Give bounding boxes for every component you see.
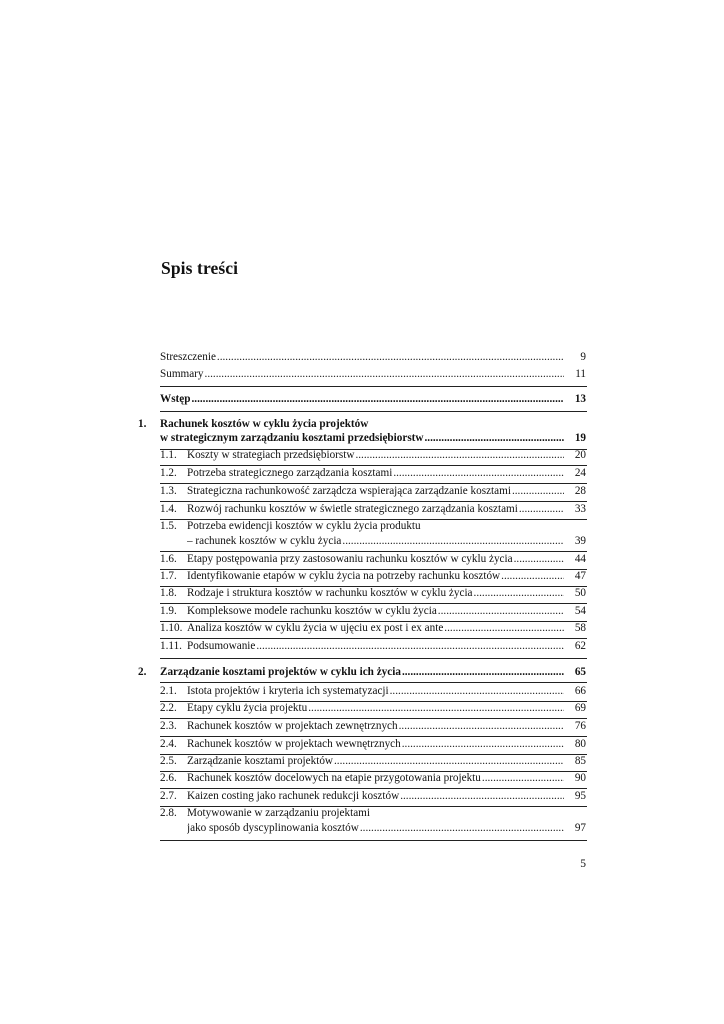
toc-entry-page: 65 [574, 666, 586, 678]
toc-section-1-7[interactable] [0, 570, 724, 584]
toc-section-2-1[interactable] [0, 685, 724, 699]
section-page: 85 [574, 755, 586, 767]
section-number: 1.1. [160, 449, 177, 461]
section-page: 54 [574, 605, 586, 617]
section-page: 66 [574, 685, 586, 697]
dot-leader [501, 570, 564, 583]
dot-leader [519, 503, 564, 516]
separator-line [160, 483, 587, 484]
section-title: Rachunek kosztów w projektach zewnętrznych [187, 720, 398, 732]
separator-line [160, 501, 587, 502]
toc-section-1-5-cont[interactable] [0, 535, 724, 549]
toc-entry-abstract[interactable] [0, 351, 724, 365]
section-page: 39 [574, 535, 586, 547]
dot-leader [393, 467, 564, 480]
section-page: 50 [574, 587, 586, 599]
toc-entry-page: 9 [580, 351, 586, 363]
section-number: 2.5. [160, 755, 177, 767]
section-page: 28 [574, 485, 586, 497]
toc-section-1-11[interactable] [0, 640, 724, 654]
separator-line [160, 658, 587, 659]
section-title: Etapy postępowania przy zastosowaniu rachunku kosztów w cyklu życia [187, 553, 513, 565]
section-title: Rachunek kosztów w projektach wewnętrznych [187, 738, 401, 750]
dot-leader [424, 432, 564, 445]
toc-section-2-3[interactable] [0, 720, 724, 734]
dot-leader [217, 351, 564, 364]
toc-section-1-9[interactable] [0, 605, 724, 619]
section-number: 1.3. [160, 485, 177, 497]
toc-section-1-4[interactable] [0, 503, 724, 517]
section-title: Rozwój rachunku kosztów w świetle strategicznego zarządzania kosztami [187, 503, 518, 515]
separator-line [160, 718, 587, 719]
toc-entry-title: Wstęp [160, 393, 191, 405]
section-number: 1.11. [160, 640, 182, 652]
dot-leader [308, 702, 564, 715]
separator-line [160, 551, 587, 552]
section-number: 1.9. [160, 605, 177, 617]
section-number: 2.6. [160, 772, 177, 784]
section-title: Etapy cyklu życia projektu [187, 702, 308, 714]
section-title: Potrzeba strategicznego zarządzania kosztami [187, 467, 393, 479]
dot-leader [512, 485, 564, 498]
toc-chapter-2[interactable] [0, 666, 724, 680]
section-title: Zarządzanie kosztami projektów [187, 755, 333, 767]
section-title: Strategiczna rachunkowość zarządcza wspierająca zarządzanie kosztami [187, 485, 511, 497]
section-page: 62 [574, 640, 586, 652]
section-number: 2.7. [160, 790, 177, 802]
section-number: 1.7. [160, 570, 177, 582]
section-number: 2.4. [160, 738, 177, 750]
section-number: 1.10. [160, 622, 183, 634]
toc-section-1-6[interactable] [0, 553, 724, 567]
section-page: 76 [574, 720, 586, 732]
separator-line [160, 465, 587, 466]
chapter-title-line-2: w strategicznym zarządzaniu kosztami przedsiębiorstw [160, 432, 424, 444]
dot-leader [402, 738, 564, 751]
section-number: 2.3. [160, 720, 177, 732]
dot-leader [482, 772, 564, 785]
dot-leader [342, 535, 564, 548]
toc-chapter-1[interactable] [0, 418, 724, 432]
section-number: 2.2. [160, 702, 177, 714]
separator-line [160, 840, 587, 841]
chapter-title-line-1: Rachunek kosztów w cyklu życia projektów [160, 418, 369, 430]
section-page: 33 [574, 503, 586, 515]
separator-line [160, 603, 587, 604]
section-title: Rodzaje i struktura kosztów w rachunku kosztów w cyklu życia [187, 587, 473, 599]
section-title: Istota projektów i kryteria ich systematyzacji [187, 685, 389, 697]
section-page: 20 [574, 449, 586, 461]
dot-leader [334, 755, 564, 768]
toc-section-2-2[interactable] [0, 702, 724, 716]
section-title: Podsumowanie [187, 640, 256, 652]
section-title: – rachunek kosztów w cyklu życia [187, 535, 342, 547]
toc-section-1-1[interactable] [0, 449, 724, 463]
toc-entry-title: Summary [160, 368, 204, 380]
toc-section-2-8-cont[interactable] [0, 822, 724, 836]
toc-section-2-4[interactable] [0, 738, 724, 752]
dot-leader [191, 393, 564, 406]
chapter-number: 1. [138, 418, 147, 430]
section-number: 1.8. [160, 587, 177, 599]
page-number: 5 [580, 858, 586, 870]
toc-section-2-8[interactable] [0, 807, 724, 821]
section-title: Koszty w strategiach przedsiębiorstw [187, 449, 355, 461]
toc-entry-page: 13 [574, 393, 586, 405]
toc-entry-summary[interactable] [0, 368, 724, 382]
toc-section-1-5[interactable] [0, 520, 724, 534]
section-title: Analiza kosztów w cyklu życia w ujęciu ex post i ex ante [187, 622, 444, 634]
dot-leader [205, 368, 564, 381]
section-title: Kaizen costing jako rachunek redukcji kosztów [187, 790, 400, 802]
separator-line [160, 638, 587, 639]
separator-line [160, 682, 587, 683]
separator-line [160, 736, 587, 737]
section-page: 44 [574, 553, 586, 565]
section-title: Identyfikowanie etapów w cyklu życia na potrzeby rachunku kosztów [187, 570, 501, 582]
section-title: Kompleksowe modele rachunku kosztów w cyklu życia [187, 605, 437, 617]
separator-line [160, 411, 587, 412]
dot-leader [355, 449, 564, 462]
dot-leader [399, 720, 564, 733]
section-number: 2.8. [160, 807, 177, 819]
section-page: 24 [574, 467, 586, 479]
toc-section-2-5[interactable] [0, 755, 724, 769]
section-number: 2.1. [160, 685, 177, 697]
toc-section-1-3[interactable] [0, 485, 724, 499]
chapter-title: Zarządzanie kosztami projektów w cyklu ich życia [160, 666, 401, 678]
section-page: 95 [574, 790, 586, 802]
section-title-line-1: Motywowanie w zarządzaniu projektami [187, 807, 370, 819]
page-title: Spis treści [161, 258, 239, 278]
toc-section-1-8[interactable] [0, 587, 724, 601]
section-page: 97 [574, 822, 586, 834]
dot-leader [390, 685, 564, 698]
section-page: 58 [574, 622, 586, 634]
section-number: 1.4. [160, 503, 177, 515]
section-title: jako sposób dyscyplinowania kosztów [187, 822, 359, 834]
section-page: 69 [574, 702, 586, 714]
section-number: 1.5. [160, 520, 177, 532]
toc-section-1-2[interactable] [0, 467, 724, 481]
section-page: 47 [574, 570, 586, 582]
section-number: 1.6. [160, 553, 177, 565]
toc-section-2-6[interactable] [0, 772, 724, 786]
toc-entry-title: Streszczenie [160, 351, 216, 363]
dot-leader [514, 553, 564, 566]
toc-section-1-10[interactable] [0, 622, 724, 636]
toc-chapter-1-cont[interactable] [0, 432, 724, 446]
toc-entry-introduction[interactable] [0, 393, 724, 407]
dot-leader [400, 790, 564, 803]
toc-entry-page: 19 [574, 432, 586, 444]
section-title: Rachunek kosztów docelowych na etapie przygotowania projektu [187, 772, 481, 784]
dot-leader [474, 587, 564, 600]
chapter-number: 2. [138, 666, 147, 678]
dot-leader [360, 822, 564, 835]
separator-line [160, 386, 587, 387]
dot-leader [256, 640, 564, 653]
section-page: 90 [574, 772, 586, 784]
dot-leader [444, 622, 564, 635]
section-page: 80 [574, 738, 586, 750]
section-number: 1.2. [160, 467, 177, 479]
section-title-line-1: Potrzeba ewidencji kosztów w cyklu życia produktu [187, 520, 421, 532]
separator-line [160, 788, 587, 789]
toc-section-2-7[interactable] [0, 790, 724, 804]
toc-entry-page: 11 [575, 368, 586, 380]
dot-leader [402, 666, 564, 679]
dot-leader [438, 605, 564, 618]
